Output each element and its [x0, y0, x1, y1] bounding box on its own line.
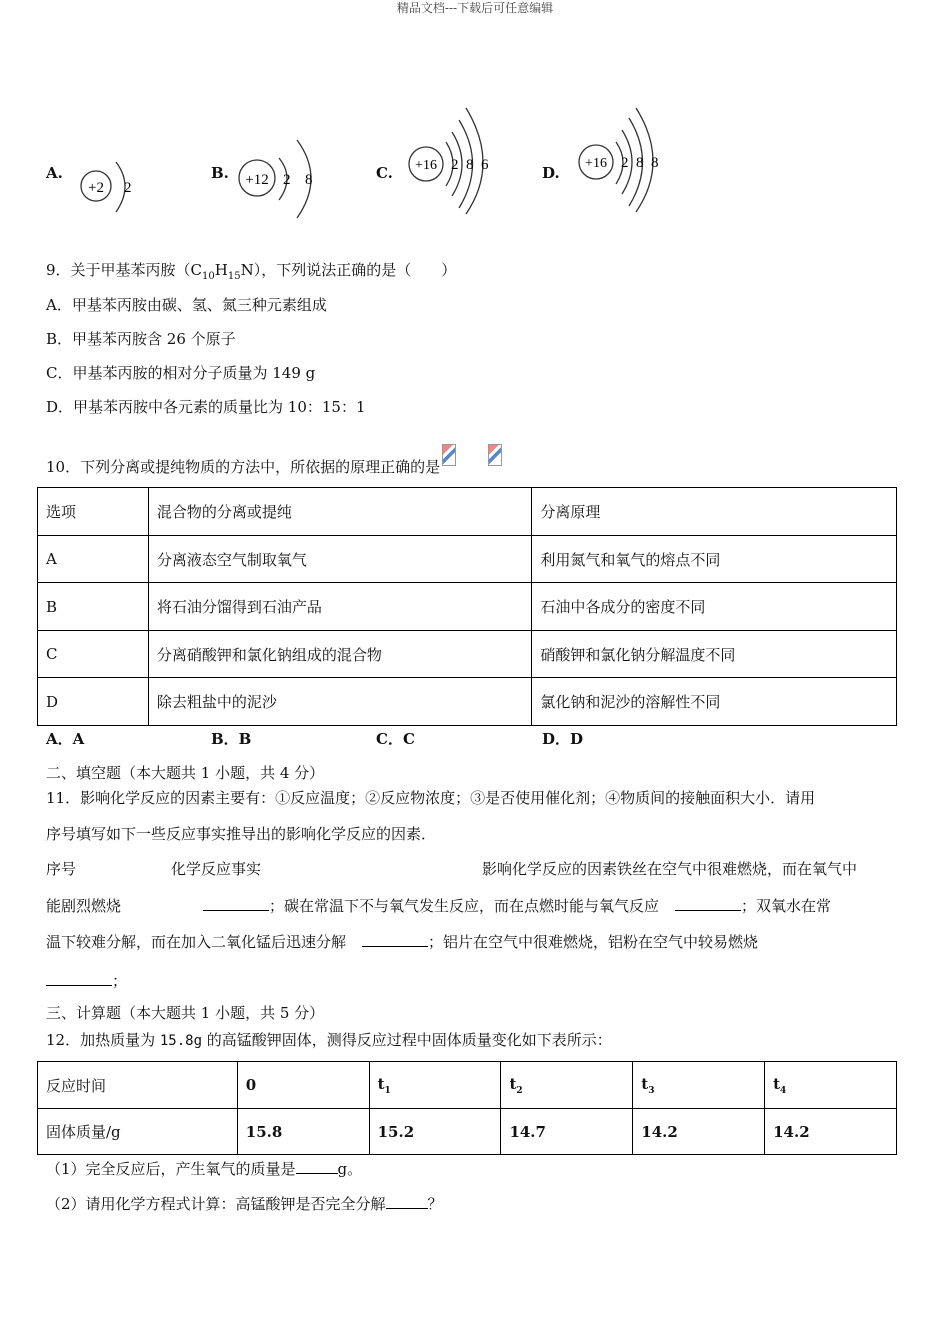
table-header-row — [38, 488, 897, 536]
q12-subquestion-2: （2）请用化学方程式计算：高锰酸钾是否完全分解 ？ — [46, 1195, 443, 1213]
q8-option-a[interactable] — [46, 150, 166, 220]
q11-line-4: 能剧烈燃烧 ；碳在常温下不与氧气发生反应，而在点燃时能与氧气反应 ；双氧水在常 — [46, 897, 832, 915]
table-cell: 分离液态空气制取氧气 — [148, 536, 532, 583]
table-cell: C — [38, 631, 149, 678]
table-row — [38, 583, 897, 631]
table-cell: A — [38, 536, 149, 583]
answer-blank-oxygen[interactable] — [296, 1159, 338, 1174]
atom-diagram-a — [76, 150, 166, 220]
shell-1-count: 2 — [124, 180, 132, 196]
table-cell: 将石油分馏得到石油产品 — [148, 583, 532, 631]
table-cell: $t_2$ — [501, 1062, 633, 1109]
table-header-cell: 分离原理 — [532, 488, 897, 536]
table-cell: 硝酸钾和氯化钠分解温度不同 — [532, 631, 897, 678]
option-letter: D. — [542, 164, 560, 182]
q8-option-d[interactable] — [542, 106, 672, 216]
q10-answer-a[interactable]: A．A — [46, 730, 85, 748]
q9-option-d[interactable]: D．甲基苯丙胺中各元素的质量比为 10：15：1 — [46, 398, 366, 416]
q8-option-b[interactable] — [211, 132, 341, 222]
table-cell: 石油中各成分的密度不同 — [532, 583, 897, 631]
table-cell: 分离硝酸钾和氯化钠组成的混合物 — [148, 631, 532, 678]
shell-1-count: 2 — [283, 172, 291, 188]
broken-image-icon — [488, 444, 502, 466]
atom-diagram-b — [235, 132, 345, 222]
page-header: 精品文档---下载后可任意编辑 — [396, 1, 554, 15]
table-cell: 14.7 — [501, 1109, 633, 1155]
table-cell: 14.2 — [765, 1109, 897, 1155]
table-cell: 利用氮气和氧气的熔点不同 — [532, 536, 897, 583]
section-2-title: 二、填空题（本大题共 1 小题，共 4 分） — [46, 764, 325, 782]
q11-col-seq: 序号 — [46, 860, 77, 878]
q11-line-2: 序号填写如下一些反应事实推导出的影响化学反应的因素． — [46, 825, 437, 843]
option-letter: A. — [46, 164, 63, 182]
shell-2-count: 8 — [636, 155, 644, 171]
table-row — [38, 536, 897, 583]
table-cell: 15.2 — [369, 1109, 501, 1155]
q12-stem: 12．加热质量为 15.8g 的高锰酸钾固体，测得反应过程中固体质量变化如下表所示： — [46, 1031, 612, 1049]
table-header-cell: 选项 — [38, 488, 149, 536]
q11-line-3: 影响化学反应的因素铁丝在空气中很难燃烧，而在氧气中 — [482, 860, 858, 878]
q11-col-fact: 化学反应事实 — [171, 860, 262, 878]
broken-image-icon — [442, 444, 456, 466]
q9-stem: 9．关于甲基苯丙胺$(C_{10}H_{15}N)$，下列说法正确的是（ ） — [46, 261, 457, 282]
q10-stem: 10．下列分离或提纯物质的方法中，所依据的原理正确的是 — [46, 444, 502, 477]
q9-option-a[interactable]: A．甲基苯丙胺由碳、氢、氮三种元素组成 — [46, 296, 327, 314]
table-header-cell: 混合物的分离或提纯 — [148, 488, 532, 536]
table-cell: 15.8 — [237, 1109, 369, 1155]
table-cell: $t_4$ — [765, 1062, 897, 1109]
q11-line-6: ； — [46, 971, 127, 991]
option-letter: C. — [376, 164, 393, 182]
shell-1-count: 2 — [451, 157, 459, 173]
shell-3-count: 6 — [481, 157, 489, 173]
q12-table — [37, 1061, 897, 1155]
shell-1-count: 2 — [621, 155, 629, 171]
nucleus-charge: +12 — [245, 172, 269, 188]
q10-answer-c[interactable]: C．C — [376, 730, 415, 748]
nucleus-charge: +16 — [415, 158, 437, 173]
table-cell: $t_1$ — [369, 1062, 501, 1109]
q10-answer-b[interactable]: B．B — [211, 730, 252, 748]
nucleus-charge: +16 — [585, 156, 607, 171]
q11-line-1: 11．影响化学反应的因素主要有：①反应温度；②反应物浓度；③是否使用催化剂；④物质间的接触面积大小．请用 — [46, 789, 816, 807]
table-cell: D — [38, 678, 149, 726]
table-cell: 固体质量/g — [38, 1109, 238, 1155]
section-3-title: 三、计算题（本大题共 1 小题，共 5 分） — [46, 1004, 325, 1022]
table-row — [38, 678, 897, 726]
q11-line-5: 温下较难分解，而在加入二氧化锰后迅速分解 ；铝片在空气中很难燃烧，铝粉在空气中较易燃烧 — [46, 933, 759, 951]
q9-option-b[interactable]: B．甲基苯丙胺含 26 个原子 — [46, 330, 236, 348]
nucleus-charge: +2 — [88, 180, 104, 196]
table-row — [38, 631, 897, 678]
table-cell: 氯化钠和泥沙的溶解性不同 — [532, 678, 897, 726]
q8-option-c[interactable] — [376, 106, 506, 216]
option-letter: B. — [211, 164, 229, 182]
table-cell: 除去粗盐中的泥沙 — [148, 678, 532, 726]
atom-diagram-c — [404, 106, 504, 216]
shell-3-count: 8 — [651, 155, 659, 171]
answer-blank-decompose[interactable] — [386, 1194, 428, 1209]
answer-blank-4[interactable] — [46, 971, 112, 986]
atom-diagram-d — [576, 106, 676, 216]
q9-option-c[interactable]: C．甲基苯丙胺的相对分子质量为 149 g — [46, 364, 316, 382]
shell-2-count: 8 — [305, 172, 313, 188]
table-cell: B — [38, 583, 149, 631]
table-cell: 反应时间 — [38, 1062, 238, 1109]
shell-2-count: 8 — [466, 157, 474, 173]
answer-blank-1[interactable] — [203, 896, 269, 911]
q10-answer-d[interactable]: D．D — [542, 730, 584, 748]
table-row — [38, 1109, 897, 1155]
answer-blank-3[interactable] — [362, 932, 428, 947]
q10-table — [37, 487, 897, 726]
answer-blank-2[interactable] — [675, 896, 741, 911]
table-row — [38, 1062, 897, 1109]
table-cell: 0 — [237, 1062, 369, 1109]
table-cell: $t_3$ — [633, 1062, 765, 1109]
q12-subquestion-1: （1）完全反应后，产生氧气的质量是 g。 — [46, 1160, 363, 1178]
table-cell: 14.2 — [633, 1109, 765, 1155]
